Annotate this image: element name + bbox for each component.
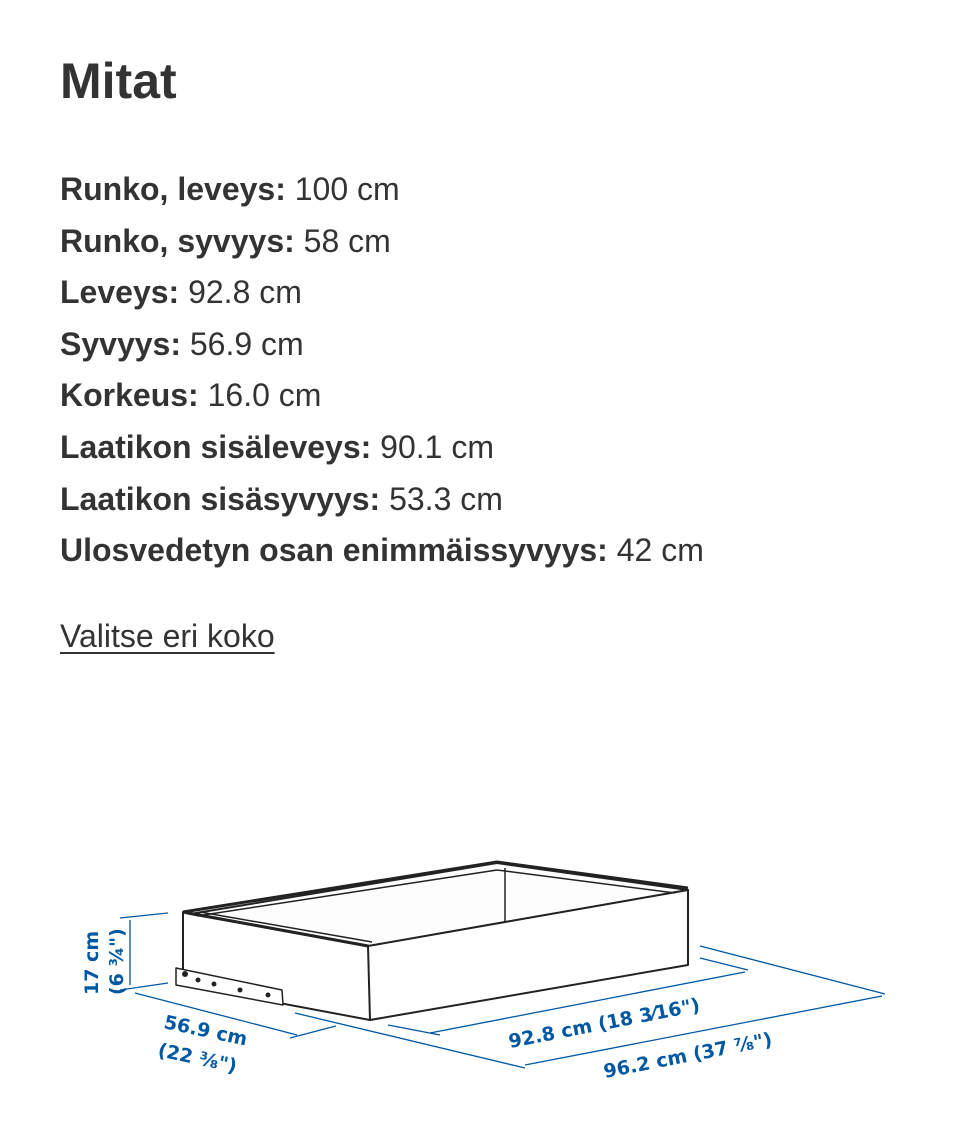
height-inch-label: (6 ¾") xyxy=(106,928,128,995)
spec-value: 100 cm xyxy=(294,171,400,207)
spec-value: 16.0 cm xyxy=(207,377,322,414)
spec-value: 42 cm xyxy=(616,532,704,569)
spec-row xyxy=(60,525,704,577)
choose-different-size-link[interactable]: Valitse eri koko xyxy=(60,618,275,654)
spec-value: 92.8 cm xyxy=(188,274,302,311)
spec-label: Korkeus: xyxy=(60,377,199,414)
spec-row xyxy=(60,370,704,422)
depth-cm-label: 56.9 cm xyxy=(161,1011,250,1051)
drawer-drawing xyxy=(176,862,688,1020)
height-cm-label: 17 cm xyxy=(81,930,103,995)
spec-value: 90.1 cm xyxy=(380,428,494,465)
spec-row xyxy=(60,164,704,216)
width-label: 92.8 cm (18 3⁄16") xyxy=(506,994,702,1053)
drawer-dimension-diagram xyxy=(0,840,960,1134)
spec-label: Runko, leveys: xyxy=(60,171,286,207)
spec-value: 56.9 cm xyxy=(189,325,304,362)
spec-row xyxy=(60,474,704,526)
spec-value: 53.3 cm xyxy=(389,480,503,517)
dimension-list xyxy=(60,164,704,577)
depth-inch-label: (22 ⅜") xyxy=(155,1039,239,1078)
spec-row xyxy=(60,319,704,371)
spec-value: 58 cm xyxy=(303,222,391,259)
spec-label: Laatikon sisäleveys: xyxy=(60,428,372,465)
spec-row xyxy=(60,422,704,474)
spec-label: Syvyys: xyxy=(60,325,181,362)
spec-label: Laatikon sisäsyvyys: xyxy=(60,480,381,517)
outer-width-label: 96.2 cm (37 ⅞") xyxy=(601,1028,774,1083)
page-title: Mitat xyxy=(60,53,177,109)
spec-label: Leveys: xyxy=(60,274,180,311)
spec-row xyxy=(60,267,704,319)
spec-label: Runko, syvyys: xyxy=(60,222,295,259)
spec-label: Ulosvedetyn osan enimmäissyvyys: xyxy=(60,532,608,569)
spec-row xyxy=(60,216,704,268)
